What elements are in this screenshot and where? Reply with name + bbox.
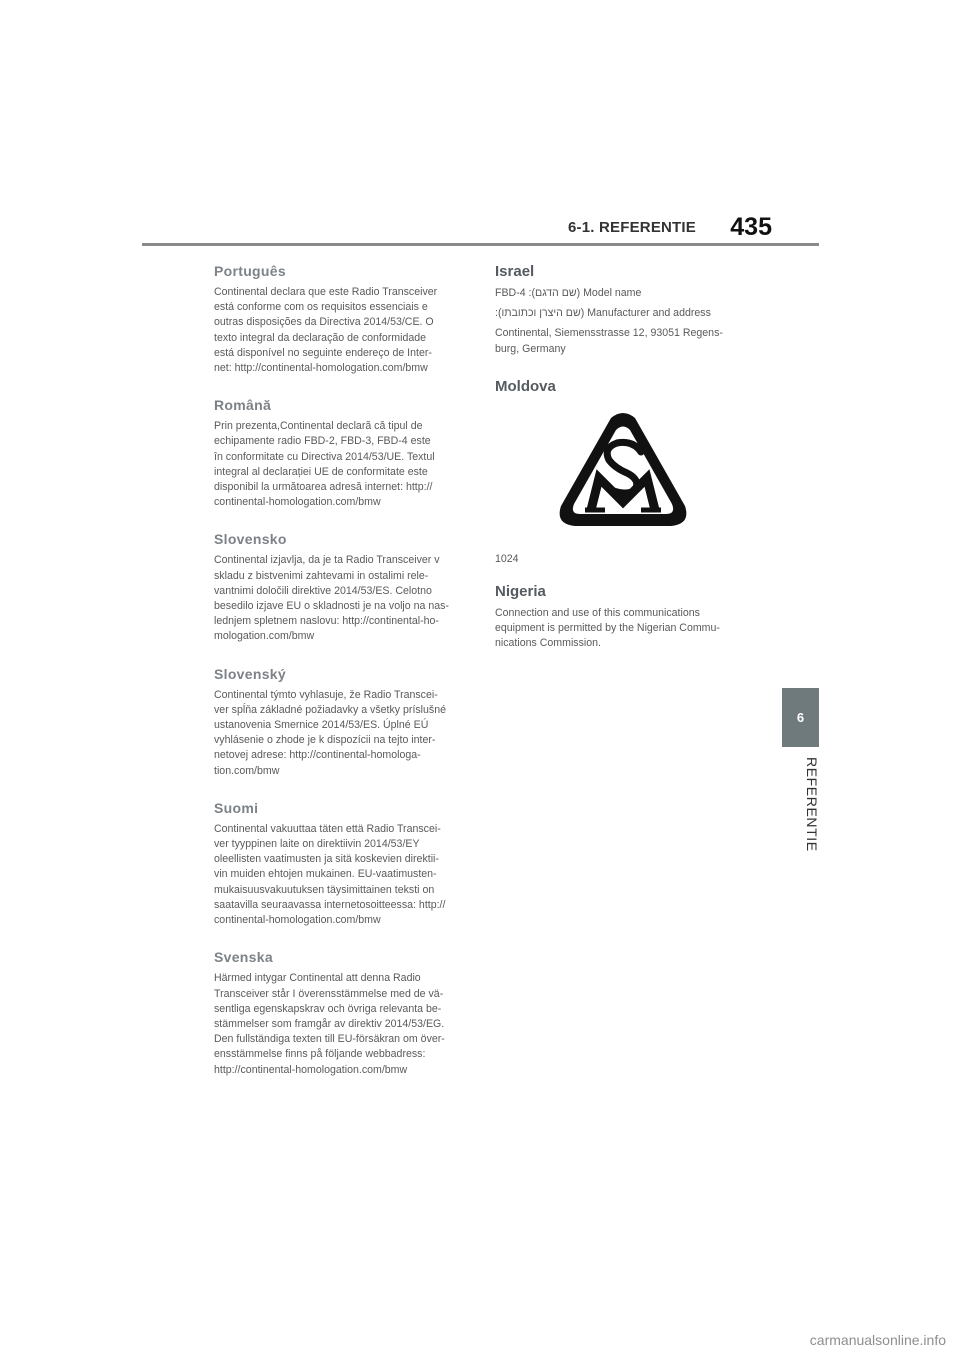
section-svenska <box>214 949 466 1077</box>
chapter-vertical-label: REFERENTIE <box>804 757 820 852</box>
approval-number: 1024 <box>495 552 519 565</box>
address-line: Continental, Siemensstrasse 12, 93051 Regens- burg, Germany <box>495 327 723 355</box>
section-text: Härmed intygar Continental att denna Radio Transceiver står I överensstämmelse med de vä- sentliga egenskapskrav och övriga relevanta be- stämmelser som framgår av direktiv 2014/53/EG. Den fullständiga texten till EU-försäkran om över- ensstämmelse finns på följande webbadress: http://continental-homologation.com/bmw <box>214 972 445 1076</box>
section-title: Nigeria <box>495 583 546 601</box>
section-title: Suomi <box>214 799 259 816</box>
header-divider <box>142 243 819 246</box>
page-number: 435 <box>730 213 772 241</box>
left-column <box>214 263 466 1099</box>
section-title: Moldova <box>495 377 556 395</box>
section-romana <box>214 397 466 510</box>
manufacturer-line: :(שם היצרן וכתובתו) Manufacturer and address <box>495 307 711 320</box>
section-text: Continental vakuuttaa täten että Radio Transcei- ver tyyppinen laite on direktiivin 2014/53/EY oleellisten vaatimusten ja sitä koskevien direktii- vin muiden ehtojen mukainen. EU-vaatimusten- mukaisuusvakuutuksen täysimittainen teksti on saatavilla seuraavassa internetosoitteessa: http:// continental-homologation.com/bmw <box>214 822 446 927</box>
section-slovensko <box>214 531 466 644</box>
section-portugues <box>214 263 466 376</box>
model-name-line: FBD-4 :(שם הדגם) Model name <box>495 287 642 299</box>
footer-watermark: carmanualsonline.info <box>809 1332 946 1348</box>
section-text: Prin prezenta,Continental declară că tipul de echipamente radio FBD-2, FBD-3, FBD-4 este în conformitate cu Directiva 2014/53/UE. Textul integral al declarației UE de conformitate este disponibil la următoarea adresă internet: http:// continental-homologation.com/bmw <box>214 420 435 509</box>
chapter-tab[interactable] <box>782 688 819 747</box>
section-title: Israel <box>495 263 535 280</box>
section-text: Continental declara que este Radio Transceiver está conforme com os requisitos essenciais e outras disposições da Directiva 2014/53/CE. O texto integral da declaração de conformidade está disponível no seguinte endereço de Inter- net: http://continental-homologation.com/bmw <box>214 286 438 375</box>
section-israel <box>495 263 755 357</box>
sm-conformity-mark-icon <box>555 410 691 534</box>
section-title: Português <box>214 263 286 279</box>
section-title: Svenska <box>214 949 273 966</box>
section-text: Continental izjavlja, da je ta Radio Transceiver v skladu z bistvenimi zahtevami in ostalimi rele- vantnimi določili direktive 2014/53/ES. Celotno besedilo izjave EU o skladnosti je na voljo na nas- lednjem spletnem naslovu: http://continental-ho- mologation.com/bmw <box>214 554 449 643</box>
section-title: Slovensko <box>214 531 287 548</box>
chapter-number: 6 <box>796 710 805 725</box>
section-suomi <box>214 800 466 928</box>
section-moldova <box>495 378 755 567</box>
section-title: Slovenský <box>214 665 286 682</box>
section-text: Connection and use of this communications equipment is permitted by the Nigerian Commu- nications Commission. <box>495 607 720 650</box>
section-label: 6-1. REFERENTIE <box>567 219 696 236</box>
page-header <box>0 205 820 245</box>
section-text: Continental týmto vyhlasuje, že Radio Transcei- ver spĺňa základné požiadavky a všetky príslušné ustanovenia Smernice 2014/53/ES. Úplné EÚ vyhlásenie o zhode je k dispozícii na tejto inter- netovej adrese: http://continental-homologa- tion.com/bmw <box>214 688 447 777</box>
section-slovensky <box>214 666 466 779</box>
right-column <box>495 263 755 673</box>
section-title: Română <box>214 397 272 414</box>
section-nigeria <box>495 583 755 652</box>
